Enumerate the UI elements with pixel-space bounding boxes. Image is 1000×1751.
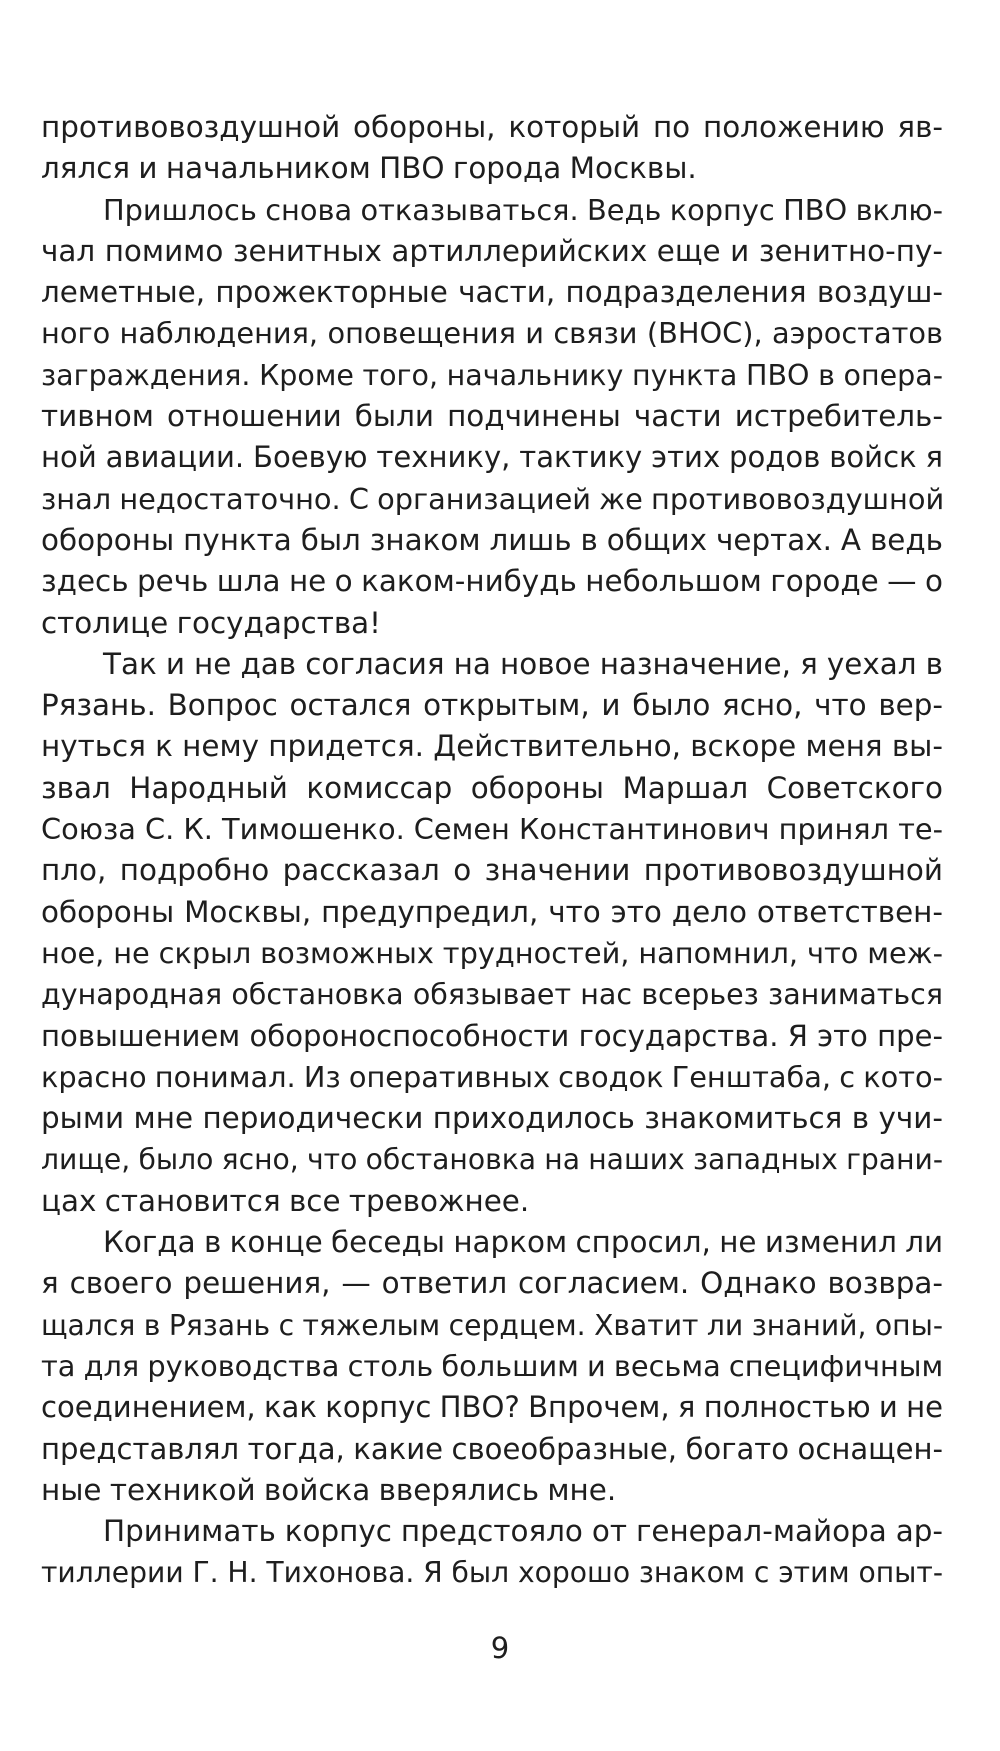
text-line: соединением, как корпус ПВО? Впрочем, я полностью и не [41,1390,943,1425]
text-line: Союза С. К. Тимошенко. Семен Константинович принял те- [41,812,943,847]
text-line: нуться к нему придется. Действительно, вскоре меня вы- [41,729,943,764]
text-line: та для руководства столь большим и весьма специфичным [41,1348,944,1383]
paragraph [41,1222,943,1511]
text-line: леметные, прожекторные части, подразделения воздуш- [41,275,943,310]
text-line: представлял тогда, какие своеобразные, богато оснащен- [41,1431,943,1466]
text-line: обороны Москвы, предупредил, что это дело ответствен- [41,894,943,929]
text-line: цах становится все тревожнее. [41,1183,530,1218]
text-line: щался в Рязань с тяжелым сердцем. Хватит ли знаний, опы- [41,1308,943,1342]
text-line: Пришлось снова отказываться. Ведь корпус ПВО вклю- [103,192,943,227]
text-line: Так и не дав согласия на новое назначение, я уехал в [103,646,943,681]
text-line: знал недостаточно. С организацией же противовоздушной [41,481,945,516]
paragraph [41,644,943,1222]
text-line: ное, не скрыл возможных трудностей, напомнил, что меж- [41,935,943,970]
text-line: Когда в конце беседы нарком спросил, не изменил ли [103,1225,944,1260]
text-line: Принимать корпус предстояло от генерал-майора ар- [103,1514,943,1549]
paragraph [41,1511,943,1594]
text-line: чал помимо зенитных артиллерийских еще и зенитно-пу- [41,233,943,268]
text-line: Рязань. Вопрос остался открытым, и было ясно, что вер- [41,688,943,723]
text-line: здесь речь шла не о каком-нибудь небольшом городе — о [41,564,943,599]
text-line: ного наблюдения, оповещения и связи (ВНОС), аэростатов [41,316,943,351]
paragraph [41,190,943,644]
text-line: ной авиации. Боевую технику, тактику этих родов войск я [41,440,943,475]
paragraph [41,107,943,190]
text-line: тиллерии Г. Н. Тихонова. Я был хорошо знаком с этим опыт- [41,1556,943,1590]
text-line: пло, подробно рассказал о значении противовоздушной [41,853,943,888]
text-line: лялся и начальником ПВО города Москвы. [41,151,697,186]
text-line: столице государства! [41,605,381,640]
text-line: лище, было ясно, что обстановка на наших западных грани- [41,1143,943,1177]
page-body [41,107,943,1594]
text-line: дународная обстановка обязывает нас всерьез заниматься [41,978,943,1012]
text-line: я своего решения, — ответил согласием. Однако возвра- [41,1266,943,1301]
text-line: противовоздушной обороны, который по положению яв- [41,110,943,144]
text-line: заграждения. Кроме того, начальнику пункта ПВО в опера- [41,358,943,392]
page-number: 9 [490,1631,510,1665]
text-line: рыми мне периодически приходилось знакомиться в учи- [41,1101,943,1136]
text-line: повышением обороноспособности государства. Я это пре- [41,1018,943,1053]
text-line: звал Народный комиссар обороны Маршал Советского [41,770,943,805]
text-line: обороны пункта был знаком лишь в общих чертах. А ведь [41,522,943,557]
text-line: ные техникой войска вверялись мне. [41,1472,617,1507]
text-line: тивном отношении были подчинены части истребитель- [41,399,943,434]
text-line: красно понимал. Из оперативных сводок Генштаба, с кото- [41,1059,944,1094]
